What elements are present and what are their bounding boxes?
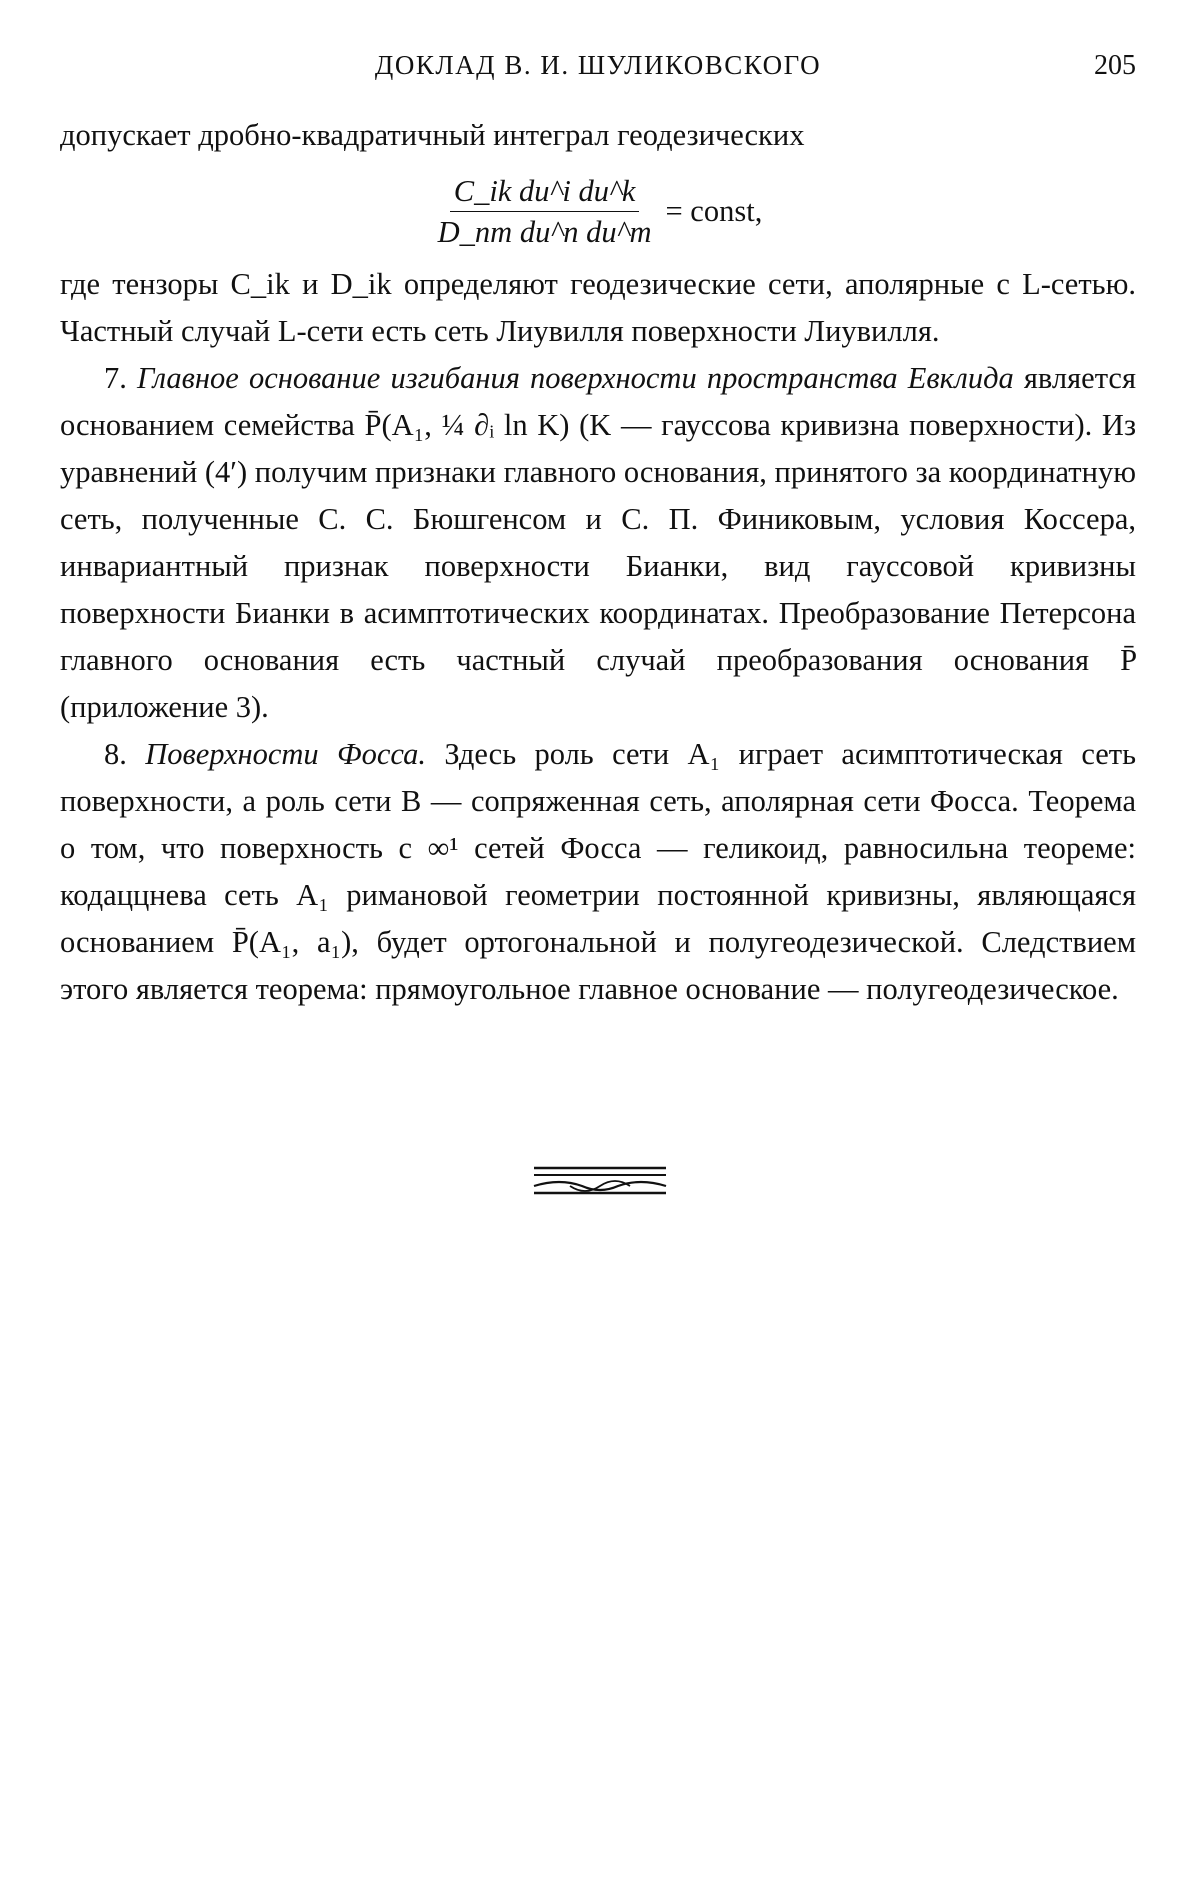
paragraph-8 [60, 731, 1136, 1013]
running-head: ДОКЛАД В. И. ШУЛИКОВСКОГО [374, 50, 822, 80]
page-number: 205 [1094, 50, 1136, 81]
paragraph-7-text-3: (приложение 3). [60, 690, 269, 724]
formula-numerator: C_ik du^i du^k [450, 171, 640, 212]
end-ornament-icon [530, 1162, 670, 1198]
paragraph-8-text-1: Здесь роль сети A₁ играет асимптотическая сеть поверхности, а роль сети B — сопряженная сеть, аполярная сети Фосса. Теорема о том, что поверхность с ∞¹ сетей Фосса — геликоид, равносильна теореме: кодаццнева сеть A₁ римановой геометрии постоянной кривизны, являющаяся основанием [60, 737, 1137, 959]
intro-line: допускает дробно-квадратичный интеграл геодезических [60, 118, 805, 152]
paragraph-7-text-2: (K — гауссова кривизна поверхности). Из уравнений (4′) получим признаки главного основания, принятого за координатную сеть, полученные С. С. Бюшгенсом и С. П. Финиковым, условия Коссера, инвариантный признак поверхности Бианки, вид гауссовой кривизны поверхности Бианки в асимптотических координатах. Преобразование Петерсона главного основания есть частный случай преобразования основания [60, 408, 1136, 677]
formula-rhs: = const, [665, 193, 763, 228]
paragraph-8-heading: Поверхности Фосса. [145, 737, 426, 771]
formula-fraction [434, 171, 656, 252]
paragraph-8-text-2: , будет ортогональной и полугеодезической. Следствием этого является теорема: прямоугольное главное основание — полугеодезическое. [60, 925, 1136, 1006]
paragraph-7-formula: P̄(A₁, ¼ ∂ᵢ ln K) [364, 408, 570, 442]
paragraph-7 [60, 355, 1136, 731]
page-header [60, 50, 1136, 90]
paragraph-7-p-symbol: P̄ [1120, 643, 1136, 677]
paragraph-7-heading: Главное основание изгибания поверхности пространства Евклида [137, 361, 1014, 395]
formula-denominator: D_nm du^n du^m [437, 214, 652, 249]
paragraph-8-formula: P̄(A₁, a₁) [231, 925, 352, 959]
paragraph-8-number: 8. [104, 737, 146, 771]
geodesic-integral-formula [60, 161, 1136, 261]
paragraph-tensors: где тензоры C_ik и D_ik определяют геодезические сети, аполярные с L-сетью. Частный случай L-сети есть сеть Лиувилля поверхности Лиувилля. [60, 267, 1136, 348]
body-text [60, 112, 1136, 1013]
paragraph-7-text-1: является основанием семейства [60, 361, 1136, 442]
paragraph-7-number: 7. [104, 361, 138, 395]
